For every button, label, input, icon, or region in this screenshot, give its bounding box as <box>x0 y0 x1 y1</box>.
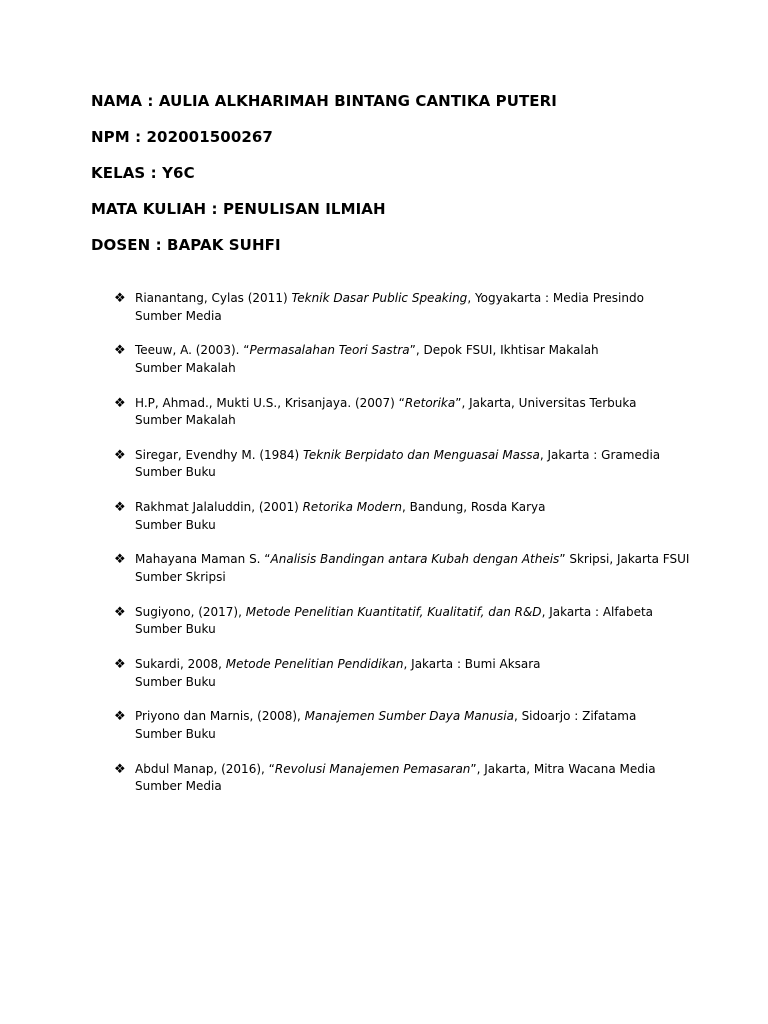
reference-source-type: Sumber Buku <box>135 517 216 532</box>
student-npm: NPM : 202001500267 <box>91 128 273 146</box>
reference-text <box>135 447 660 482</box>
reference-publisher: , Jakarta : Alfabeta <box>541 604 654 619</box>
reference-source-type: Sumber Skripsi <box>135 569 226 584</box>
lecturer-name: DOSEN : BAPAK SUHFI <box>91 236 281 254</box>
reference-text <box>135 342 599 377</box>
reference-publisher: , Sidoarjo : Zifatama <box>513 709 637 724</box>
student-info-header <box>91 90 557 270</box>
reference-text <box>135 290 644 325</box>
reference-list <box>114 290 690 813</box>
reference-text <box>135 604 653 639</box>
reference-source-type: Sumber Makalah <box>135 360 236 375</box>
reference-title: Retorika Modern <box>302 500 402 515</box>
diamond-bullet-icon: ❖ <box>114 657 126 673</box>
reference-source-type: Sumber Buku <box>135 726 216 741</box>
reference-item <box>114 290 674 342</box>
reference-author: Priyono dan Marnis, (2008), <box>135 709 305 724</box>
diamond-bullet-icon: ❖ <box>114 447 126 463</box>
reference-publisher: ”, Depok FSUI, Ikhtisar Makalah <box>409 343 599 358</box>
reference-item <box>114 708 674 760</box>
reference-author: Mahayana Maman S. “ <box>135 552 271 567</box>
reference-text <box>135 395 636 430</box>
reference-source-type: Sumber Makalah <box>135 413 236 428</box>
reference-author: Rakhmat Jalaluddin, (2001) <box>135 500 303 515</box>
reference-text <box>135 656 541 691</box>
reference-title: Manajemen Sumber Daya Manusia <box>304 709 514 724</box>
reference-source-type: Sumber Media <box>135 308 222 323</box>
reference-text <box>135 499 545 534</box>
reference-author: Abdul Manap, (2016), “ <box>135 761 275 776</box>
reference-publisher: ” Skripsi, Jakarta FSUI <box>559 552 690 567</box>
diamond-bullet-icon: ❖ <box>114 604 126 620</box>
reference-publisher: ”, Jakarta, Universitas Terbuka <box>455 395 637 410</box>
diamond-bullet-icon: ❖ <box>114 343 126 359</box>
reference-item <box>114 447 674 499</box>
diamond-bullet-icon: ❖ <box>114 291 126 306</box>
reference-source-type: Sumber Media <box>135 779 222 794</box>
reference-author: H.P, Ahmad., Mukti U.S., Krisanjaya. (2007) “ <box>135 395 405 410</box>
reference-item <box>114 551 690 603</box>
student-class: KELAS : Y6C <box>91 164 195 182</box>
reference-publisher: ”, Jakarta, Mitra Wacana Media <box>470 761 656 776</box>
diamond-bullet-icon: ❖ <box>114 761 126 777</box>
reference-source-type: Sumber Buku <box>135 674 216 689</box>
reference-source-type: Sumber Buku <box>135 465 216 480</box>
reference-title: Teknik Berpidato dan Menguasai Massa <box>303 447 540 462</box>
reference-text <box>135 708 636 743</box>
reference-publisher: , Jakarta : Bumi Aksara <box>403 657 541 672</box>
student-name: NAMA : AULIA ALKHARIMAH BINTANG CANTIKA PUTERI <box>91 92 557 110</box>
reference-source-type: Sumber Buku <box>135 622 216 637</box>
reference-title: Permasalahan Teori Sastra <box>249 343 410 358</box>
reference-publisher: , Jakarta : Gramedia <box>539 447 661 462</box>
reference-title: Retorika <box>404 395 456 410</box>
diamond-bullet-icon: ❖ <box>114 395 126 411</box>
diamond-bullet-icon: ❖ <box>114 709 126 725</box>
reference-item <box>114 342 674 394</box>
reference-item <box>114 499 674 551</box>
reference-item <box>114 604 674 656</box>
reference-author: Sugiyono, (2017), <box>135 604 246 619</box>
reference-author: Rianantang, Cylas (2011) <box>135 291 292 305</box>
reference-item <box>114 656 674 708</box>
course-name: MATA KULIAH : PENULISAN ILMIAH <box>91 200 386 218</box>
reference-publisher: , Yogyakarta : Media Presindo <box>467 291 644 305</box>
reference-item <box>114 395 674 447</box>
reference-text <box>135 551 689 586</box>
reference-title: Revolusi Manajemen Pemasaran <box>274 761 471 776</box>
reference-title: Analisis Bandingan antara Kubah dengan Atheis <box>270 552 560 567</box>
reference-item <box>114 761 674 813</box>
reference-text <box>135 761 656 796</box>
diamond-bullet-icon: ❖ <box>114 500 126 516</box>
reference-title: Metode Penelitian Pendidikan <box>225 657 404 672</box>
reference-title: Metode Penelitian Kuantitatif, Kualitatif, dan R&D <box>245 604 542 619</box>
reference-author: Sukardi, 2008, <box>135 657 226 672</box>
reference-author: Teeuw, A. (2003). “ <box>135 343 250 358</box>
reference-title: Teknik Dasar Public Speaking <box>291 291 468 305</box>
reference-author: Siregar, Evendhy M. (1984) <box>135 447 304 462</box>
reference-publisher: , Bandung, Rosda Karya <box>401 500 546 515</box>
diamond-bullet-icon: ❖ <box>114 552 126 568</box>
